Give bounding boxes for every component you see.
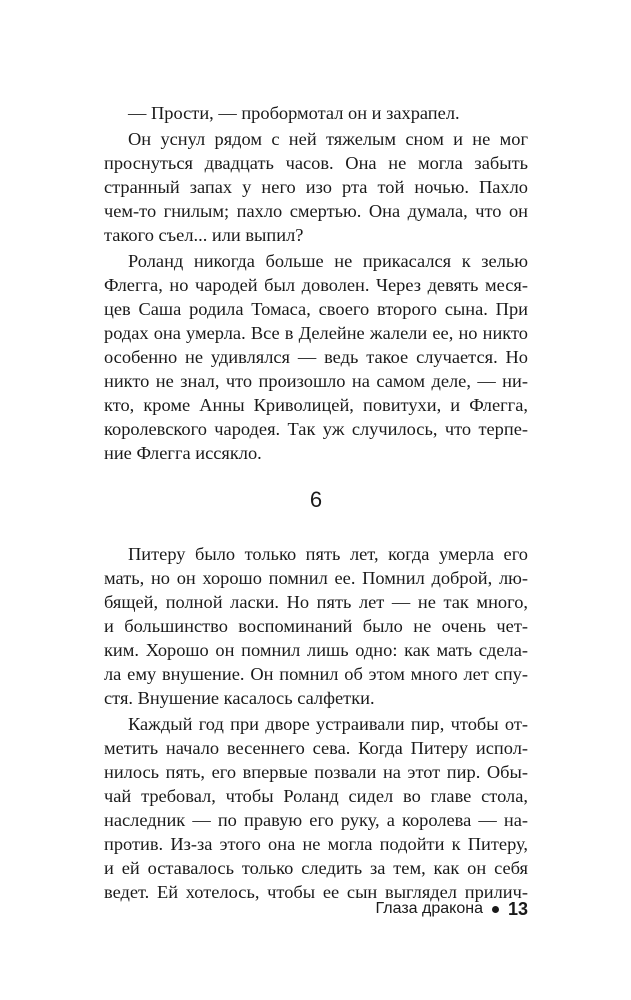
text-line: ким. Хорошо он помнил лишь одно: как мать сдела-: [104, 640, 528, 660]
text-line: ведет. Ей хотелось, чтобы ее сын выглядел прилич-: [104, 882, 528, 902]
text-line: цев Саша родила Томаса, своего второго сына. При: [104, 299, 528, 319]
running-footer: [376, 898, 528, 920]
text-line: нилось пять, его впервые позвали на этот пир. Обы-: [104, 762, 528, 782]
text-line: против. Из-за этого она не могла подойти к Питеру,: [104, 834, 528, 854]
text-line: Флегга, но чародей был доволен. Через девять меся-: [104, 275, 528, 295]
text-line: родах она умерла. Все в Делейне жалели ее, но никто: [104, 323, 528, 343]
text-line: метить начало весеннего сева. Когда Питеру испол-: [104, 738, 528, 758]
text-line: кто, кроме Анны Криволицей, повитухи, и Флегга,: [104, 395, 528, 415]
text-line: никто не знал, что произошло на самом деле, — ни-: [104, 371, 528, 391]
text-line: странный запах у него изо рта той ночью. Пахло: [104, 177, 528, 197]
text-line: мать, но он хорошо помнил ее. Помнил доброй, лю-: [104, 568, 528, 588]
text-line: и ей оставалось только следить за тем, как он себя: [104, 858, 528, 878]
text-line: королевского чародея. Так уж случилось, что терпе-: [104, 419, 528, 439]
text-line: такого съел... или выпил?: [104, 225, 304, 245]
text-line: Он уснул рядом с ней тяжелым сном и не мог: [128, 129, 528, 149]
text-line: и большинство воспоминаний было не очень чет-: [104, 616, 528, 636]
text-line: проснуться двадцать часов. Она не могла забыть: [104, 153, 528, 173]
text-line: Роланд никогда больше не прикасался к зелью: [128, 251, 528, 271]
text-line: ла ему внушение. Он помнил об этом много лет спу-: [104, 664, 528, 684]
text-line: чем-то гнилым; пахло смертью. Она думала, что он: [104, 201, 528, 221]
text-line: Питеру было только пять лет, когда умерла его: [128, 544, 528, 564]
book-title: Глаза дракона: [375, 900, 483, 917]
text-line: — Прости, — пробормотал он и захрапел.: [128, 103, 460, 123]
text-line: Каждый год при дворе устраивали пир, чтобы от-: [128, 714, 528, 734]
text-line: стя. Внушение касалось салфетки.: [104, 688, 375, 708]
page-number: 13: [507, 899, 528, 919]
text-line: ние Флегга иссякло.: [104, 443, 262, 463]
chapter-number: 6: [309, 487, 323, 512]
text-line: чай требовал, чтобы Роланд сидел во главе стола,: [104, 786, 528, 806]
text-line: бящей, полной ласки. Но пять лет — не так много,: [104, 592, 528, 612]
text-line: особенно не удивлялся — ведь такое случается. Но: [104, 347, 528, 367]
text-line: наследник — по правую его руку, а королева — на-: [104, 810, 528, 830]
bullet-icon: [492, 906, 499, 913]
